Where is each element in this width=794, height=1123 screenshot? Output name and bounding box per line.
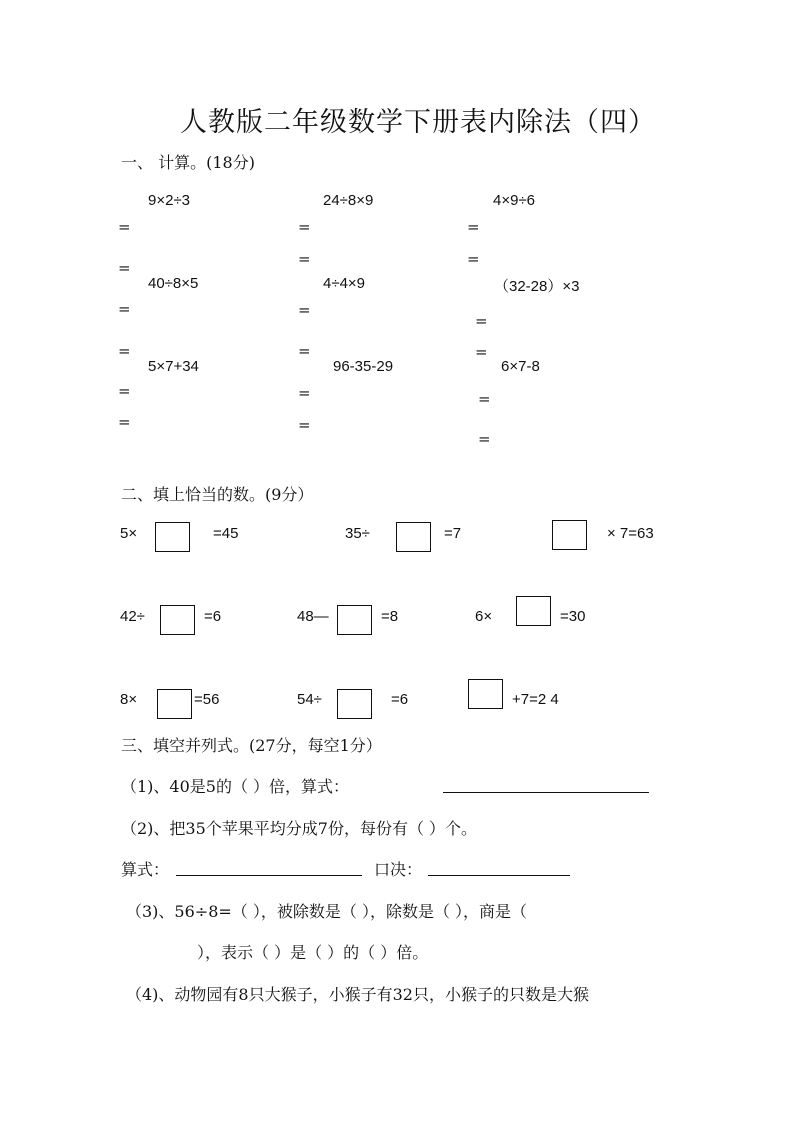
- answer-line[interactable]: [428, 875, 570, 876]
- equals-sign: =: [475, 312, 488, 330]
- answer-box[interactable]: [337, 605, 372, 635]
- answer-line[interactable]: [176, 875, 362, 876]
- question-3-line1: （3)、56÷8=（ ），被除数是（ ），除数是（ ），商是（: [126, 902, 528, 921]
- calc-expression: 9×2÷3: [148, 192, 191, 209]
- answer-box[interactable]: [160, 605, 195, 635]
- answer-box[interactable]: [157, 689, 192, 719]
- fill-suffix: =30: [560, 608, 586, 625]
- answer-box[interactable]: [468, 679, 503, 709]
- question-2: （2)、把35个苹果平均分成7份，每份有（ ）个。: [121, 819, 478, 838]
- equals-sign: =: [118, 300, 131, 318]
- answer-box[interactable]: [396, 522, 431, 552]
- fill-suffix: =56: [194, 691, 220, 708]
- equals-sign: =: [475, 343, 488, 361]
- answer-box[interactable]: [337, 689, 372, 719]
- equals-sign: =: [467, 218, 480, 236]
- answer-line[interactable]: [443, 792, 649, 793]
- question-1: （1)、40是5的（ ）倍，算式：: [121, 777, 350, 796]
- equals-sign: =: [118, 413, 131, 431]
- fill-prefix: 48—: [297, 608, 329, 625]
- fill-prefix: 5×: [120, 525, 138, 542]
- equals-sign: =: [118, 342, 131, 360]
- equals-sign: =: [118, 382, 131, 400]
- section2-heading: 二、填上恰当的数。(9分）: [121, 485, 314, 504]
- fill-prefix: 35÷: [345, 525, 370, 542]
- fill-suffix: =6: [204, 608, 222, 625]
- rhyme-label: 口决：: [374, 860, 423, 879]
- equals-sign: =: [478, 390, 491, 408]
- answer-box[interactable]: [516, 596, 551, 626]
- fill-prefix: 54÷: [297, 691, 322, 708]
- equals-sign: =: [118, 218, 131, 236]
- calc-expression: 4×9÷6: [493, 192, 536, 209]
- section1-heading: 一、 计算。(18分): [121, 153, 255, 172]
- answer-box[interactable]: [552, 520, 587, 550]
- page-title: 人教版二年级数学下册表内除法（四）: [180, 107, 656, 138]
- equals-sign: =: [298, 416, 311, 434]
- equals-sign: =: [298, 342, 311, 360]
- fill-suffix: × 7=63: [607, 525, 654, 542]
- calc-expression: 24÷8×9: [323, 192, 374, 209]
- calc-expression: 4÷4×9: [323, 275, 366, 292]
- fill-suffix: +7=2 4: [512, 691, 559, 708]
- equals-sign: =: [298, 250, 311, 268]
- equals-sign: =: [118, 259, 131, 277]
- equals-sign: =: [298, 384, 311, 402]
- question-3-line2: ），表示（ ）是（ ）的（ ）倍。: [197, 943, 429, 962]
- fill-prefix: 42÷: [120, 608, 145, 625]
- equals-sign: =: [478, 430, 491, 448]
- fill-prefix: 8×: [120, 691, 138, 708]
- fill-suffix: =45: [213, 525, 239, 542]
- calc-expression: 6×7-8: [501, 358, 540, 375]
- fill-suffix: =6: [391, 691, 409, 708]
- fill-suffix: =8: [381, 608, 399, 625]
- calc-expression: 40÷8×5: [148, 275, 199, 292]
- calc-expression: 96-35-29: [333, 358, 394, 375]
- section3-heading: 三、填空并列式。(27分，每空1分）: [121, 736, 382, 755]
- question-4: （4)、动物园有8只大猴子，小猴子有32只，小猴子的只数是大猴: [126, 985, 589, 1004]
- calc-expression: 5×7+34: [148, 358, 199, 375]
- equals-sign: =: [467, 250, 480, 268]
- calc-expression: （32-28）×3: [494, 278, 580, 295]
- formula-label: 算式：: [121, 860, 170, 879]
- answer-box[interactable]: [155, 522, 190, 552]
- fill-prefix: 6×: [475, 608, 493, 625]
- equals-sign: =: [298, 301, 311, 319]
- equals-sign: =: [298, 218, 311, 236]
- fill-suffix: =7: [444, 525, 462, 542]
